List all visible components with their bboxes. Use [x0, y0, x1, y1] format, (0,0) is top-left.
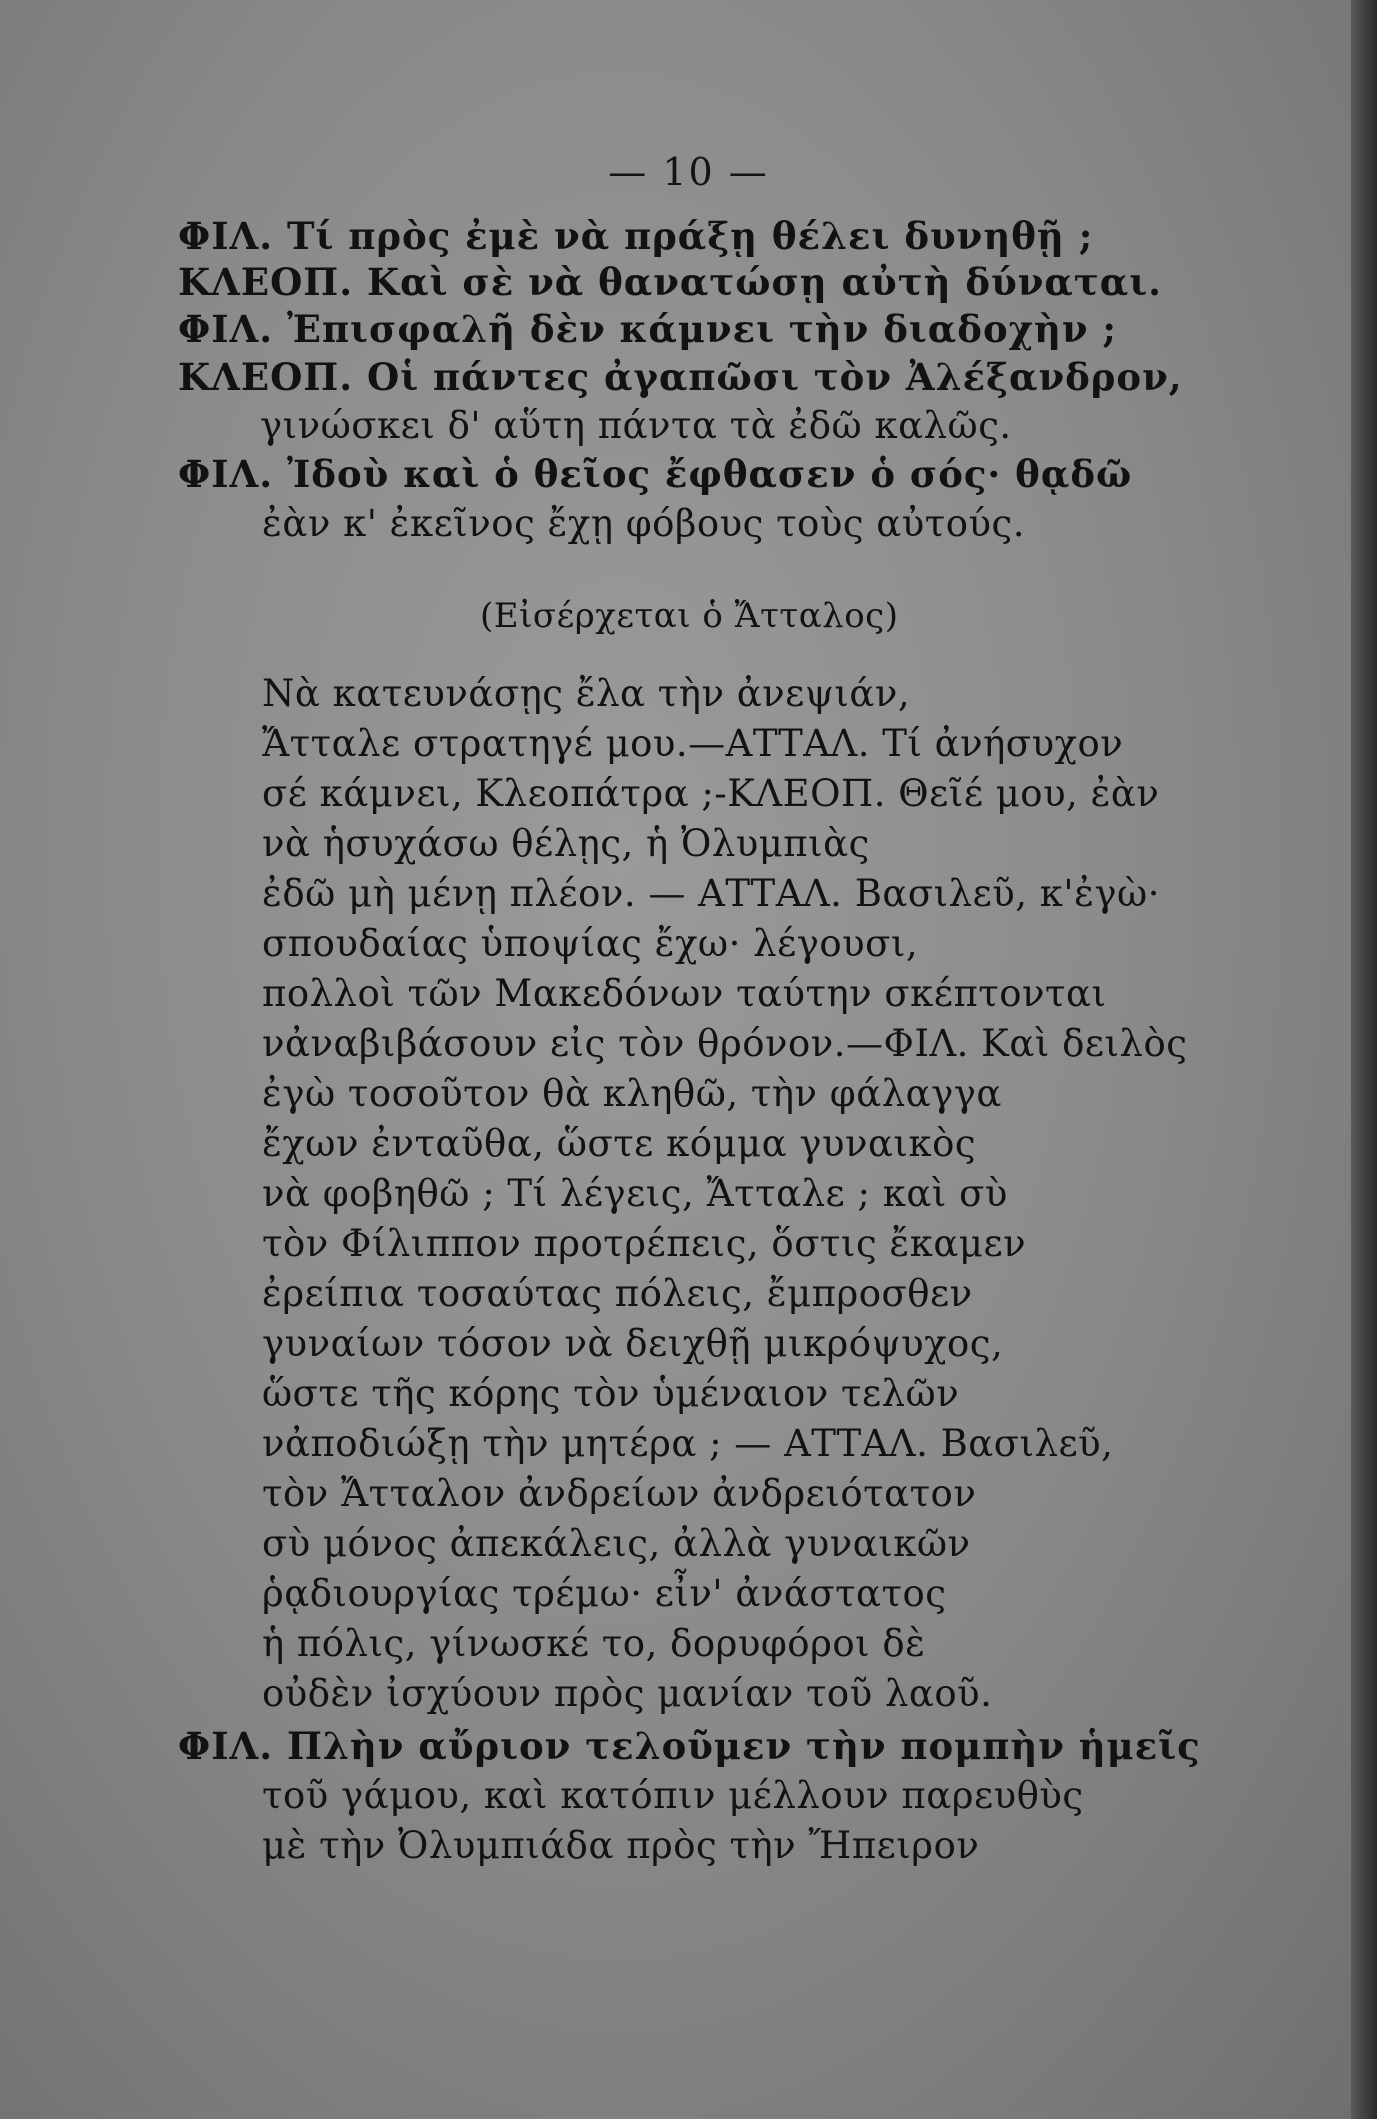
text-line: γινώσκει δ' αὕτη πάντα τὰ ἐδῶ καλῶς.	[260, 404, 1012, 447]
text-line: γυναίων τόσον νὰ δειχθῇ μικρόψυχος,	[262, 1322, 1004, 1365]
text-line: Νὰ κατευνάσῃς ἔλα τὴν ἀνεψιάν,	[262, 672, 911, 715]
text-line: Ἄτταλε στρατηγέ μου.—ΑΤΤΑΛ. Τί ἀνήσυχον	[262, 722, 1124, 765]
text-line: ἐγὼ τοσοῦτον θὰ κληθῶ, τὴν φάλαγγα	[262, 1072, 1002, 1115]
text-line: ΚΛΕΟΠ. Καὶ σὲ νὰ θανατώσῃ αὐτὴ δύναται.	[178, 260, 1163, 304]
book-edge-shadow	[1351, 0, 1377, 2119]
text-line: ῥᾳδιουργίας τρέμω· εἶν' ἀνάστατος	[262, 1572, 947, 1615]
text-line: μὲ τὴν Ὀλυμπιάδα πρὸς τὴν Ἤπειρον	[262, 1824, 980, 1867]
text-line: ΚΛΕΟΠ. Οἱ πάντες ἀγαπῶσι τὸν Ἀλέξανδρον,	[178, 355, 1183, 399]
text-line: σπουδαίας ὑποψίας ἔχω· λέγουσι,	[262, 922, 919, 965]
text-line: ἡ πόλις, γίνωσκέ το, δορυφόροι δὲ	[262, 1622, 926, 1665]
text-line: ἐρείπια τοσαύτας πόλεις, ἔμπροσθεν	[262, 1272, 973, 1315]
text-line: νἀναβιβάσουν εἰς τὸν θρόνον.—ΦΙΛ. Καὶ δειλὸς	[262, 1022, 1188, 1065]
text-line: πολλοὶ τῶν Μακεδόνων ταύτην σκέπτονται	[262, 972, 1107, 1015]
text-line: σὺ μόνος ἀπεκάλεις, ἀλλὰ γυναικῶν	[262, 1522, 971, 1565]
text-line: ἐδῶ μὴ μένῃ πλέον. — ΑΤΤΑΛ. Βασιλεῦ, κ'ἐγὼ·	[262, 872, 1160, 915]
text-line: ὥστε τῆς κόρης τὸν ὑμέναιον τελῶν	[262, 1372, 960, 1415]
text-line: τὸν Ἄτταλον ἀνδρείων ἀνδρειότατον	[262, 1472, 977, 1515]
text-line: τὸν Φίλιππον προτρέπεις, ὅστις ἔκαμεν	[262, 1222, 1027, 1265]
text-line: νὰ φοβηθῶ ; Τί λέγεις, Ἄτταλε ; καὶ σὺ	[262, 1172, 1008, 1215]
text-line: ἐὰν κ' ἐκεῖνος ἔχῃ φόβους τοὺς αὐτούς.	[262, 502, 1026, 545]
text-line: ΦΙΛ. Πλὴν αὔριον τελοῦμεν τὴν πομπὴν ἡμεῖς	[178, 1724, 1201, 1768]
stage-direction: (Εἰσέρχεται ὁ Ἄτταλος)	[480, 596, 899, 636]
page-number: — 10 —	[608, 150, 769, 194]
text-line: νἀποδιώξῃ τὴν μητέρα ; — ΑΤΤΑΛ. Βασιλεῦ,	[262, 1422, 1114, 1465]
text-line: ΦΙΛ. Ἐπισφαλῆ δὲν κάμνει τὴν διαδοχὴν ;	[178, 307, 1118, 351]
text-line: τοῦ γάμου, καὶ κατόπιν μέλλουν παρευθὺς	[262, 1774, 1084, 1817]
text-line: ΦΙΛ. Ἰδοὺ καὶ ὁ θεῖος ἔφθασεν ὁ σός· θᾳδῶ	[178, 452, 1133, 496]
text-line: ΦΙΛ. Τί πρὸς ἐμὲ νὰ πράξῃ θέλει δυνηθῇ ;	[178, 214, 1094, 258]
text-line: σέ κάμνει, Κλεοπάτρα ;-ΚΛΕΟΠ. Θεῖέ μου, ἐὰν	[262, 772, 1160, 815]
text-line: νὰ ἡσυχάσω θέλῃς, ἡ Ὀλυμπιὰς	[262, 822, 870, 865]
text-line: ἔχων ἐνταῦθα, ὥστε κόμμα γυναικὸς	[262, 1122, 977, 1165]
text-line: οὐδὲν ἰσχύουν πρὸς μανίαν τοῦ λαοῦ.	[262, 1672, 993, 1715]
